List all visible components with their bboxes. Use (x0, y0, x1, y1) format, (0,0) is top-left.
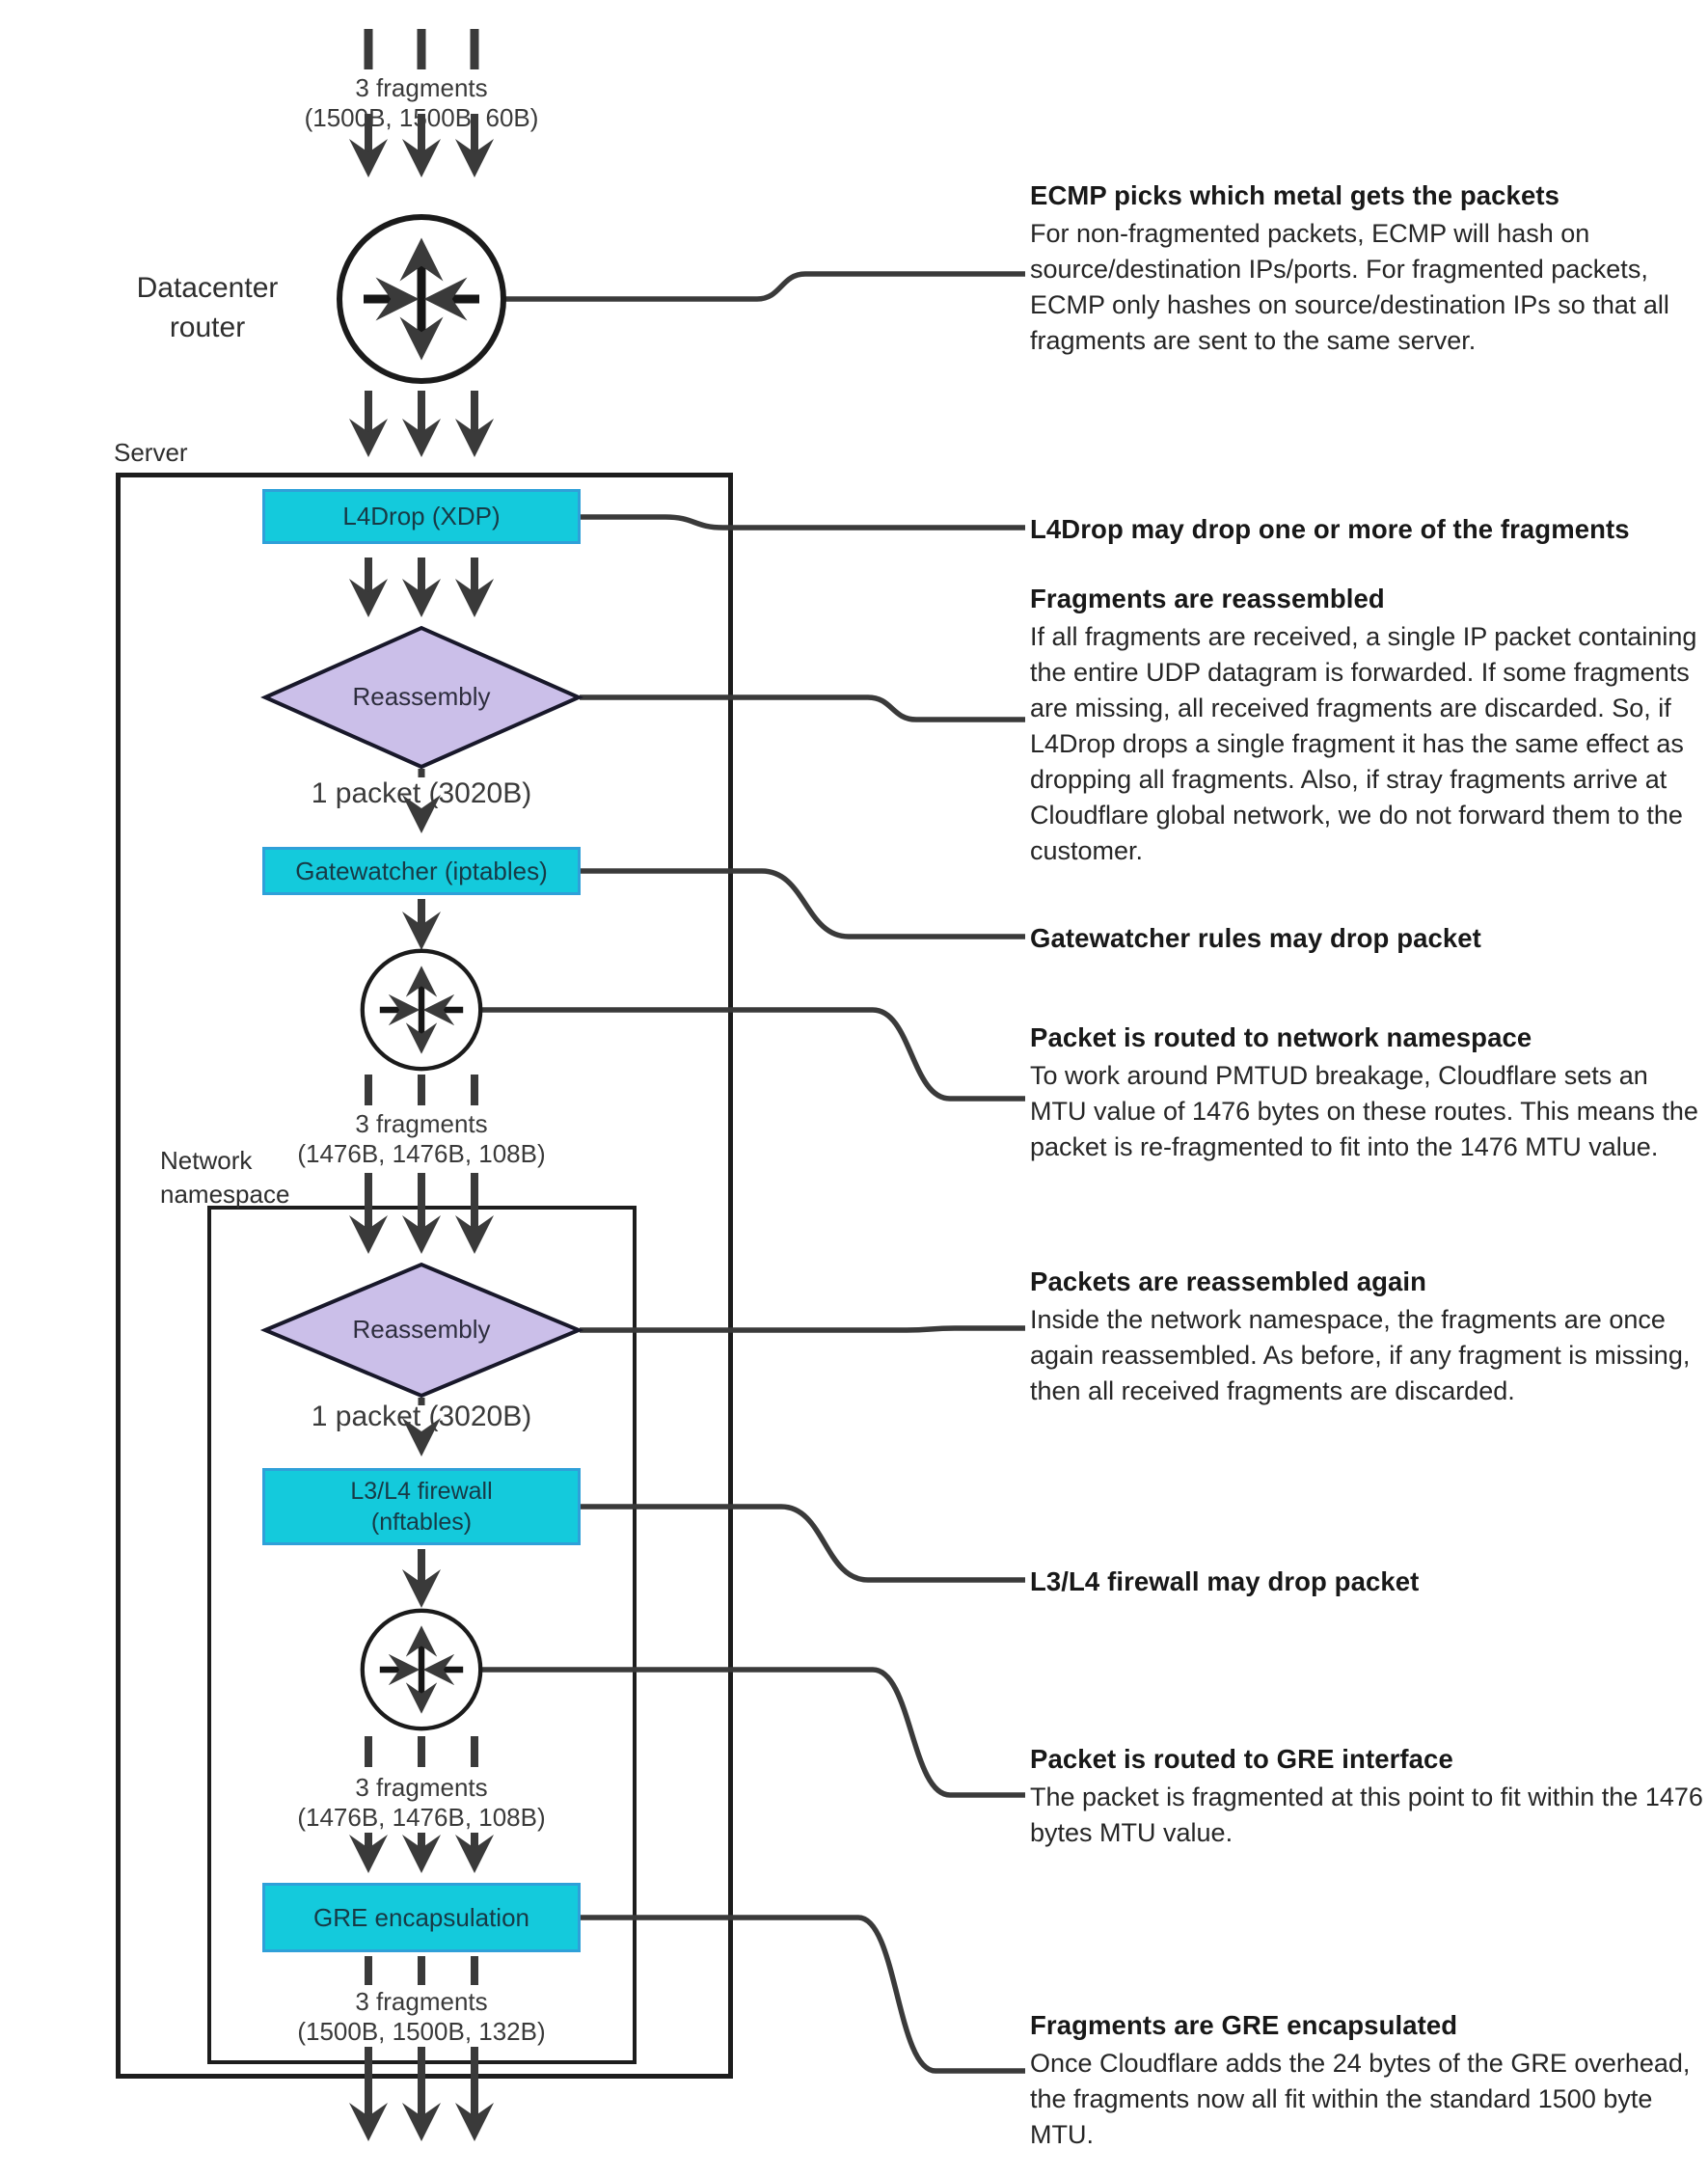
arrows-into-server (368, 391, 474, 446)
annotation-title: L3/L4 firewall may drop packet (1030, 1566, 1420, 1596)
firewall-label-line2: (nftables) (370, 1509, 473, 1536)
annotation-gre-encap (1030, 2008, 1708, 2153)
network-namespace-label: Network namespace (160, 1146, 290, 1209)
annotation-title: ECMP picks which metal gets the packets (1030, 180, 1559, 210)
connector-reassembly-2 (580, 1328, 1025, 1330)
connector-firewall (581, 1507, 1025, 1580)
annotation-namespace-route (1030, 1020, 1708, 1165)
arrows-into-namespace (368, 1173, 474, 1242)
router-icon (339, 217, 503, 381)
annotation-body: The packet is fragmented at this point to fit within the 1476 bytes MTU value. (1030, 1782, 1703, 1847)
packet-2-label: 1 packet (3020B) (311, 1401, 532, 1432)
annotation-body: To work around PMTUD breakage, Cloudflare sets an MTU value of 1476 bytes on these routes. This means the packet is re-fragmented to fit into the 1476 MTU value. (1030, 1061, 1698, 1161)
l3l4-firewall-node (262, 1468, 581, 1545)
connector-namespace-route (482, 1010, 1025, 1099)
fragments-4-count: 3 fragments (355, 1987, 488, 2016)
router-icon (363, 951, 480, 1069)
annotation-title: Fragments are GRE encapsulated (1030, 2010, 1458, 2040)
annotation-l4drop (1030, 512, 1708, 547)
annotation-gatewatcher (1030, 921, 1708, 956)
packet-1-label: 1 packet (3020B) (311, 777, 532, 809)
server-label: Server (114, 438, 188, 467)
fragment-ticks-2 (368, 1075, 474, 1105)
annotation-body: For non-fragmented packets, ECMP will hash on source/destination IPs/ports. For fragmented packets, ECMP only hashes on source/destination IPs so that all fragments are sent to the same server. (1030, 219, 1669, 355)
connector-gatewatcher (581, 871, 1025, 937)
annotation-body: If all fragments are received, a single IP packet containing the entire UDP datagram is forwarded. If some fragments are missing, all received fragments are discarded. So, if L4Drop drops a single fragment it has the same effect as dropping all fragments. Also, if stray fragments arrive at Cloudflare global network, we do not forward them to the customer. (1030, 622, 1697, 865)
fragments-4-sizes: (1500B, 1500B, 132B) (297, 2017, 546, 2046)
fragments-3-sizes: (1476B, 1476B, 108B) (297, 1803, 546, 1832)
fragment-ticks-3 (368, 1736, 474, 1767)
arrows-exit-server (368, 2047, 474, 2130)
connector-gre-encap (581, 1918, 1025, 2071)
gre-label: GRE encapsulation (312, 1902, 530, 1932)
annotation-gre-route (1030, 1742, 1708, 1851)
annotation-ecmp (1030, 178, 1708, 359)
annotation-title: L4Drop may drop one or more of the fragments (1030, 514, 1630, 544)
fragments-2-count: 3 fragments (355, 1109, 488, 1138)
fragment-ticks-4 (368, 1956, 474, 1985)
annotation-title: Packets are reassembled again (1030, 1266, 1427, 1296)
annotation-reassembled-again (1030, 1265, 1708, 1409)
annotation-body: Once Cloudflare adds the 24 bytes of the GRE overhead, the fragments now all fit within the standard 1500 byte MTU. (1030, 2049, 1691, 2149)
top-fragments-count: 3 fragments (355, 73, 488, 102)
reassembly-2-label: Reassembly (352, 1315, 491, 1344)
annotation-title: Fragments are reassembled (1030, 584, 1385, 613)
firewall-label-line1: L3/L4 firewall (350, 1478, 493, 1505)
fragment-ticks-top (368, 29, 474, 69)
annotation-reassembled (1030, 582, 1708, 869)
reassembly-1-label: Reassembly (352, 682, 491, 711)
l4drop-node (262, 489, 581, 544)
gre-encapsulation-node (262, 1883, 581, 1952)
annotation-title: Packet is routed to network namespace (1030, 1022, 1532, 1052)
fragments-3-count: 3 fragments (355, 1773, 488, 1802)
fragments-2-sizes: (1476B, 1476B, 108B) (297, 1139, 546, 1168)
datacenter-router-label: Datacenter router (136, 272, 279, 343)
annotation-title: Packet is routed to GRE interface (1030, 1744, 1453, 1774)
annotation-body: Inside the network namespace, the fragments are once again reassembled. As before, if any fragment is missing, then all received fragments are discarded. (1030, 1305, 1691, 1405)
l4drop-label: L4Drop (XDP) (342, 502, 501, 531)
connector-reassembly-1 (580, 697, 1025, 720)
connector-ecmp (505, 274, 1025, 299)
router-icon (363, 1611, 480, 1728)
gatewatcher-node (262, 847, 581, 895)
gatewatcher-label: Gatewatcher (iptables) (295, 856, 548, 885)
arrows-l4drop-to-reassembly (368, 558, 474, 606)
annotation-firewall (1030, 1565, 1708, 1599)
annotation-title: Gatewatcher rules may drop packet (1030, 923, 1481, 953)
connector-l4drop (581, 517, 1025, 528)
top-fragments-sizes: (1500B, 1500B, 60B) (304, 103, 539, 132)
arrows-into-gre (368, 1833, 474, 1862)
